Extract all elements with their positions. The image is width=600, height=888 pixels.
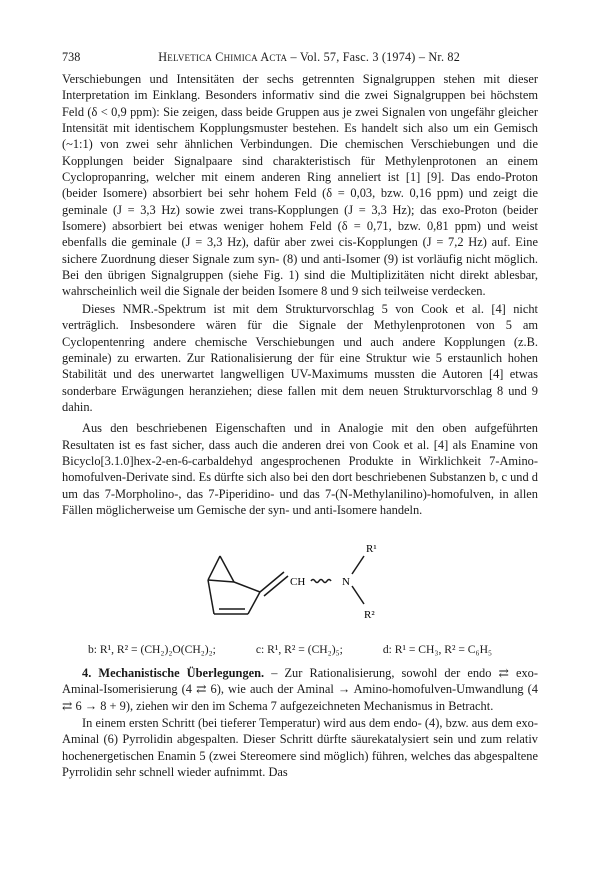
paragraph-mechanism bbox=[62, 665, 538, 714]
caption-d: d: R¹ = CH₃, R² = C₆H₅ bbox=[382, 643, 492, 656]
journal-issue: – Vol. 57, Fasc. 3 (1974) – Nr. 82 bbox=[287, 50, 461, 64]
paragraph-cook-comparison: Dieses NMR.-Spektrum ist mit dem Strukturvorschlag 5 von Cook et al. [4] nicht verträglich. Insbesondere wären für die Signale der Methylenprotonen von 5 am Cyclopentenring andere chemische Verschiebungen und auch andere Kopplungen (z.B. geminale) zu erwarten. Zur Rationalisierung der für eine Struktur wie 5 erstaunlich hohen Stabilität und des unerwartet langwelligen UV-Maximums mussten die Autoren [4] etwas sonderbare Erwägungen heranziehen; diese fallen mit dem neuen Strukturvorschlag 8 und 9 dahin. bbox=[62, 301, 538, 414]
structure-figure bbox=[62, 534, 538, 642]
running-title bbox=[80, 50, 538, 65]
journal-name: Helvetica Chimica Acta bbox=[158, 50, 288, 64]
caption-b: b: R¹, R² = (CH₂)₂O(CH₂)₂; bbox=[88, 643, 216, 656]
paragraph-first-step: In einem ersten Schritt (bei tieferer Temperatur) wird aus dem endo- (4), bzw. aus dem exo-Aminal (6) Pyrrolidin abgespalten. Dieser Schritt dürfte säurekatalysiert sein und zum relativ hochenergetischen Enamin 5 (zwei Stereomere sind möglich) führen, welches das abgespaltene Pyrrolidin sehr schnell wieder aufnimmt. Das bbox=[62, 716, 538, 780]
label-r1: R¹ bbox=[366, 543, 377, 555]
section-heading-mechanism: 4. Mechanistische Überlegungen. bbox=[82, 666, 265, 680]
body-text-lower bbox=[62, 664, 538, 780]
running-header bbox=[62, 50, 538, 65]
caption-c: c: R¹, R² = (CH₂)₅; bbox=[255, 643, 343, 656]
paragraph-nmr-interpretation: Verschiebungen und Intensitäten der sechs getrennten Signalgruppen stehen mit dieser Interpretation im Einklang. Besonders informativ sind die zwei Signalgruppen bei höchstem Feld (δ < 0,9 ppm): Sie zeigen, dass beide Gruppen aus je zwei Signalen von ungefähr gleicher Intensität mit identischem Kopplungsmuster bestehen. Es handelt sich also um ein Gemisch (~1:1) von zwei sehr ähnlichen Verbindungen. Die chemischen Verschiebungen und die Kopplungen beider Signalpaare sind charakteristisch für Methylenprotonen an einem Cyclopropanring, welcher mit einem anderen Ring anneliert ist [1] [9]. Das endo-Proton (beider Isomere) absorbiert bei sehr hohem Feld (δ = 0,03, bzw. 0,16 ppm) und zeigt die geminale (J = 3,3 Hz) sowie zwei trans-Kopplungen (J = 3,3 Hz); das exo-Proton (beider Isomere) absorbiert bei etwas weniger hohem Feld (δ = 0,71, bzw. 0,81 ppm) und weist ebenfalls die geminale (J = 3,3 Hz), dafür aber zwei cis-Kopplungen (J = 7,2 Hz) auf. Eine sichere Zuordnung dieser Signale zum syn- (8) und anti-Isomer (9) ist vorläufig nicht möglich. Bei den übrigen Signalgruppen (siehe Fig. 1) sind die Multiplizitäten nicht direkt ablesbar, wahrscheinlich weil die Signale der beiden Isomere 8 und 9 sich teilweise verdecken. bbox=[62, 72, 538, 299]
homofulvene-structure bbox=[208, 556, 364, 614]
label-ch: CH bbox=[290, 576, 306, 588]
paragraph-mechanism-text: – Zur Rationalisierung, sowohl der endo ⇄ exo-Aminal-Isomerisierung (4 ⇄ 6), wie auch der Aminal → Amino-homofulven-Umwandlung (4 ⇄ 6 → 8 + 9), ziehen wir den im Schema 7 aufgezeichneten Mechanismus in Betracht. bbox=[62, 666, 538, 713]
body-text-upper bbox=[62, 71, 538, 518]
label-r2: R² bbox=[364, 609, 375, 621]
figure-caption bbox=[88, 643, 538, 656]
paragraph-analogy: Aus den beschriebenen Eigenschaften und in Analogie mit den oben aufgeführten Resultaten ist es fast sicher, dass auch die anderen drei von Cook et al. [4] als Enamine von Bicyclo[3.1.0]hex-2-en-6-carbaldehyd angesprochenen Produkte in Wirklichkeit 7-Amino-homofulven-Derivate sind. Es dürfte sich also bei den dort beschriebenen Substanzen b, c und d um das 7-Morpholino-, das 7-Piperidino- und das 7-(N-Methylanilino)-homofulven, in allen Fällen möglicherweise um Gemische der syn- und anti-Isomere handeln. bbox=[62, 421, 538, 517]
label-n: N bbox=[342, 576, 350, 588]
page-number: 738 bbox=[62, 50, 81, 64]
